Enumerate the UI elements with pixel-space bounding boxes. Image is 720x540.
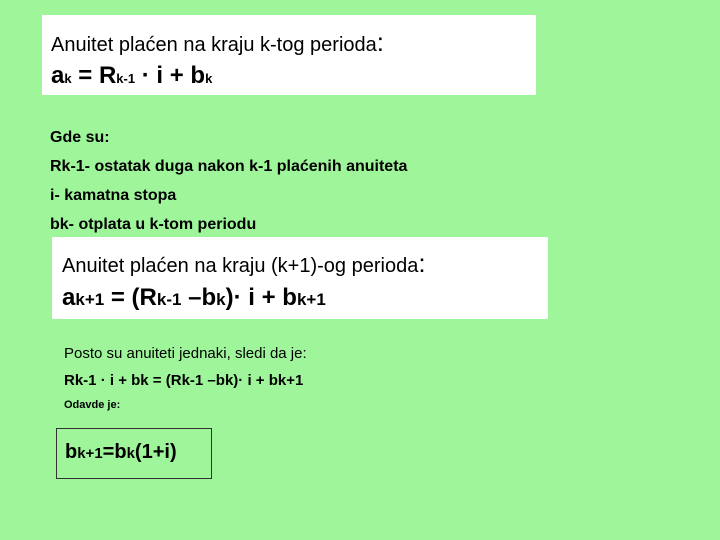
annuity-k1-formula: [62, 284, 326, 312]
formula-subscript: k+1: [296, 290, 326, 309]
formula-subscript: k+1: [77, 445, 103, 462]
formula-subscript: k+1: [277, 372, 304, 389]
formula-subscript: k: [224, 372, 234, 389]
formula-subscript: k+1: [75, 290, 105, 309]
annuity-k1-title: [62, 248, 426, 279]
formula-symbol: b: [65, 441, 78, 463]
definition-repayment: bk- otplata u k-tom periodu: [50, 216, 257, 233]
annuity-k-box: [42, 15, 536, 95]
formula-symbol: a: [51, 62, 65, 89]
formula-subscript: k: [64, 71, 72, 86]
formula-part: = (R: [104, 284, 157, 311]
definition-interest-rate: i- kamatna stopa: [50, 187, 177, 204]
formula-subscript: k: [140, 372, 149, 389]
formula-part: · i + b: [135, 62, 206, 89]
annuity-k1-box: [52, 237, 548, 319]
annuity-k-formula: [51, 62, 212, 90]
formula-symbol: R: [64, 372, 75, 389]
formula-part: )· i + b: [225, 284, 297, 311]
definition-remaining-debt: Rk-1- ostatak duga nakon k-1 plaćenih anuiteta: [50, 158, 408, 175]
formula-part: =b: [102, 441, 127, 463]
formula-part: –b: [181, 284, 217, 311]
result-box: [56, 428, 212, 479]
formula-part: –b: [203, 372, 225, 389]
definitions-list: [50, 123, 407, 239]
equality-formula: [64, 372, 303, 389]
formula-subscript: k-1: [116, 71, 136, 86]
formula-subscript: k: [216, 290, 226, 309]
formula-symbol: a: [62, 284, 76, 311]
result-formula: [65, 441, 177, 464]
formula-part: (1+i): [134, 441, 177, 463]
annuity-k-title-text: Anuitet plaćen na kraju k-tog perioda: [51, 34, 377, 56]
formula-part: = (R: [148, 372, 182, 389]
definitions-heading: Gde su:: [50, 129, 110, 146]
annuity-k-title: [51, 27, 384, 58]
annuity-k1-title-text: Anuitet plaćen na kraju (k+1)-og perioda: [62, 255, 419, 277]
formula-subscript: k: [205, 71, 213, 86]
formula-part: = R: [71, 62, 117, 89]
formula-subscript: k: [126, 445, 135, 462]
annuity-k-title-colon: :: [376, 27, 384, 57]
formula-part: · i + b: [96, 372, 141, 389]
formula-part: )· i + b: [233, 372, 278, 389]
equality-intro: Posto su anuiteti jednaki, sledi da je:: [64, 345, 307, 362]
annuity-k1-title-colon: :: [418, 248, 426, 278]
formula-subscript: k-1: [156, 290, 182, 309]
conclusion-intro: Odavde je:: [64, 399, 121, 411]
formula-subscript: k-1: [181, 372, 204, 389]
formula-subscript: k-1: [74, 372, 97, 389]
